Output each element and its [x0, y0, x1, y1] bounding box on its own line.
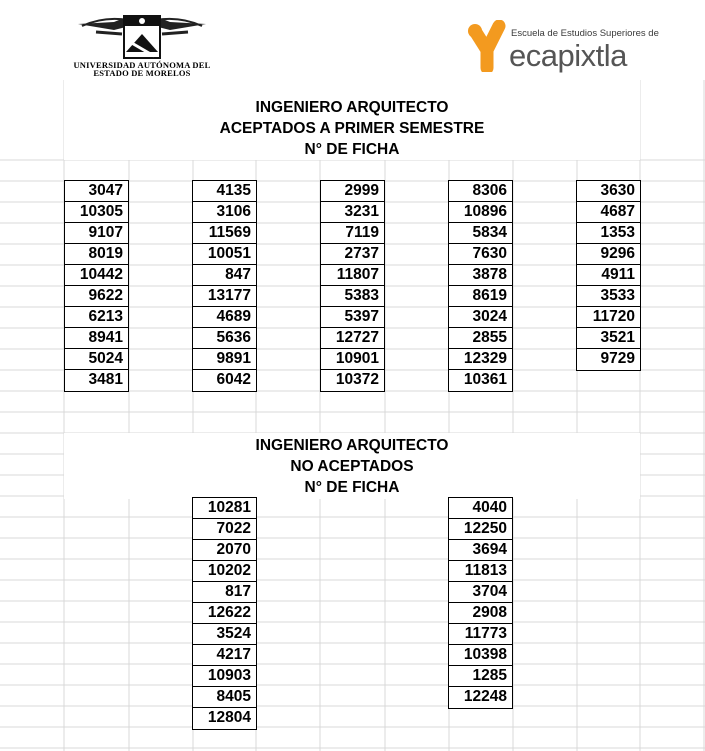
uaem-logo	[72, 12, 212, 76]
escuela-logo	[465, 18, 659, 74]
accepted-ficha-cell: 12329	[449, 349, 512, 370]
accepted-ficha-cell: 1353	[577, 223, 640, 244]
accepted-ficha-cell: 3106	[193, 202, 256, 223]
accepted-ficha-cell: 3533	[577, 286, 640, 307]
accepted-ficha-cell: 10305	[65, 202, 128, 223]
accepted-column	[64, 180, 129, 392]
not-accepted-ficha-cell: 2070	[193, 540, 256, 561]
accepted-ficha-cell: 10372	[335, 371, 379, 388]
accepted-ficha-cell: 3521	[577, 328, 640, 349]
escuela-name: ecapixtla	[509, 38, 627, 73]
accepted-ficha-cell: 10051	[193, 244, 256, 265]
accepted-ficha-cell: 9107	[65, 223, 128, 244]
accepted-ficha-cell: 3630	[577, 181, 640, 202]
accepted-ficha-cell: 7119	[321, 223, 384, 244]
accepted-title-line2: ACEPTADOS A PRIMER SEMESTRE	[219, 120, 485, 137]
not-accepted-ficha-cell: 12248	[463, 688, 507, 705]
accepted-ficha-cell: 847	[193, 265, 256, 286]
not-accepted-ficha-cell: 11773	[449, 624, 512, 645]
not-accepted-ficha-cell: 817	[193, 582, 256, 603]
not-accepted-column	[448, 497, 513, 709]
not-accepted-ficha-cell: 3524	[193, 624, 256, 645]
accepted-column	[320, 180, 385, 392]
accepted-ficha-cell: 13177	[193, 286, 256, 307]
not-accepted-title-line2: NO ACEPTADOS	[290, 458, 414, 475]
uaem-name-line1: UNIVERSIDAD AUTÓNOMA DEL	[73, 60, 211, 70]
accepted-ficha-cell: 4911	[577, 265, 640, 286]
accepted-ficha-cell: 10361	[463, 371, 507, 388]
accepted-ficha-cell: 3481	[88, 371, 123, 388]
not-accepted-ficha-cell: 3704	[449, 582, 512, 603]
not-accepted-ficha-cell: 11813	[449, 561, 512, 582]
not-accepted-ficha-cell: 1285	[449, 666, 512, 687]
accepted-ficha-cell: 2855	[449, 328, 512, 349]
not-accepted-title-line3: N° DE FICHA	[304, 479, 400, 496]
not-accepted-ficha-cell: 4217	[193, 645, 256, 666]
uaem-name	[72, 61, 212, 77]
accepted-ficha-cell: 5024	[65, 349, 128, 370]
not-accepted-ficha-cell: 12250	[449, 519, 512, 540]
accepted-ficha-cell: 4687	[577, 202, 640, 223]
accepted-column	[192, 180, 257, 392]
not-accepted-ficha-cell: 2908	[449, 603, 512, 624]
not-accepted-ficha-cell: 10903	[193, 666, 256, 687]
accepted-ficha-cell: 9891	[193, 349, 256, 370]
accepted-ficha-cell: 9296	[577, 244, 640, 265]
accepted-ficha-cell: 2999	[321, 181, 384, 202]
accepted-ficha-cell: 9622	[65, 286, 128, 307]
accepted-ficha-cell: 11569	[193, 223, 256, 244]
uaem-crest-icon	[74, 12, 210, 60]
accepted-ficha-cell: 11720	[577, 307, 640, 328]
accepted-ficha-cell: 8941	[65, 328, 128, 349]
accepted-column	[576, 180, 641, 371]
not-accepted-ficha-cell: 12804	[207, 709, 251, 726]
not-accepted-ficha-cell: 8405	[193, 687, 256, 708]
accepted-ficha-cell: 9729	[600, 350, 635, 367]
accepted-ficha-cell: 2737	[321, 244, 384, 265]
accepted-ficha-cell: 12727	[321, 328, 384, 349]
accepted-ficha-cell: 3047	[65, 181, 128, 202]
accepted-ficha-cell: 10442	[65, 265, 128, 286]
accepted-ficha-cell: 10901	[321, 349, 384, 370]
accepted-column	[448, 180, 513, 392]
accepted-ficha-cell: 11807	[321, 265, 384, 286]
not-accepted-ficha-cell: 4040	[449, 498, 512, 519]
accepted-ficha-cell: 3231	[321, 202, 384, 223]
accepted-ficha-cell: 4689	[193, 307, 256, 328]
not-accepted-ficha-cell: 10202	[193, 561, 256, 582]
not-accepted-title-line1: INGENIERO ARQUITECTO	[255, 437, 449, 454]
accepted-ficha-cell: 8619	[449, 286, 512, 307]
accepted-ficha-cell: 4135	[193, 181, 256, 202]
accepted-ficha-cell: 10896	[449, 202, 512, 223]
not-accepted-ficha-cell: 12622	[193, 603, 256, 624]
accepted-title-line1: INGENIERO ARQUITECTO	[255, 99, 449, 116]
accepted-ficha-cell: 8019	[65, 244, 128, 265]
accepted-title-line3: N° DE FICHA	[304, 141, 400, 158]
accepted-ficha-cell: 5636	[193, 328, 256, 349]
not-accepted-ficha-cell: 7022	[193, 519, 256, 540]
not-accepted-ficha-cell: 10281	[193, 498, 256, 519]
accepted-ficha-cell: 7630	[449, 244, 512, 265]
not-accepted-column	[192, 497, 257, 730]
not-accepted-ficha-cell: 3694	[449, 540, 512, 561]
escuela-tagline: Escuela de Estudios Superiores de	[511, 28, 659, 39]
accepted-ficha-cell: 6042	[216, 371, 251, 388]
accepted-ficha-cell: 5834	[449, 223, 512, 244]
accepted-ficha-cell: 3024	[449, 307, 512, 328]
not-accepted-ficha-cell: 10398	[449, 645, 512, 666]
accepted-ficha-cell: 5397	[321, 307, 384, 328]
accepted-ficha-cell: 8306	[449, 181, 512, 202]
escuela-y-mark-icon	[465, 20, 509, 72]
accepted-ficha-cell: 3878	[449, 265, 512, 286]
accepted-ficha-cell: 6213	[65, 307, 128, 328]
accepted-ficha-cell: 5383	[321, 286, 384, 307]
uaem-name-line2: ESTADO DE MORELOS	[93, 68, 191, 78]
